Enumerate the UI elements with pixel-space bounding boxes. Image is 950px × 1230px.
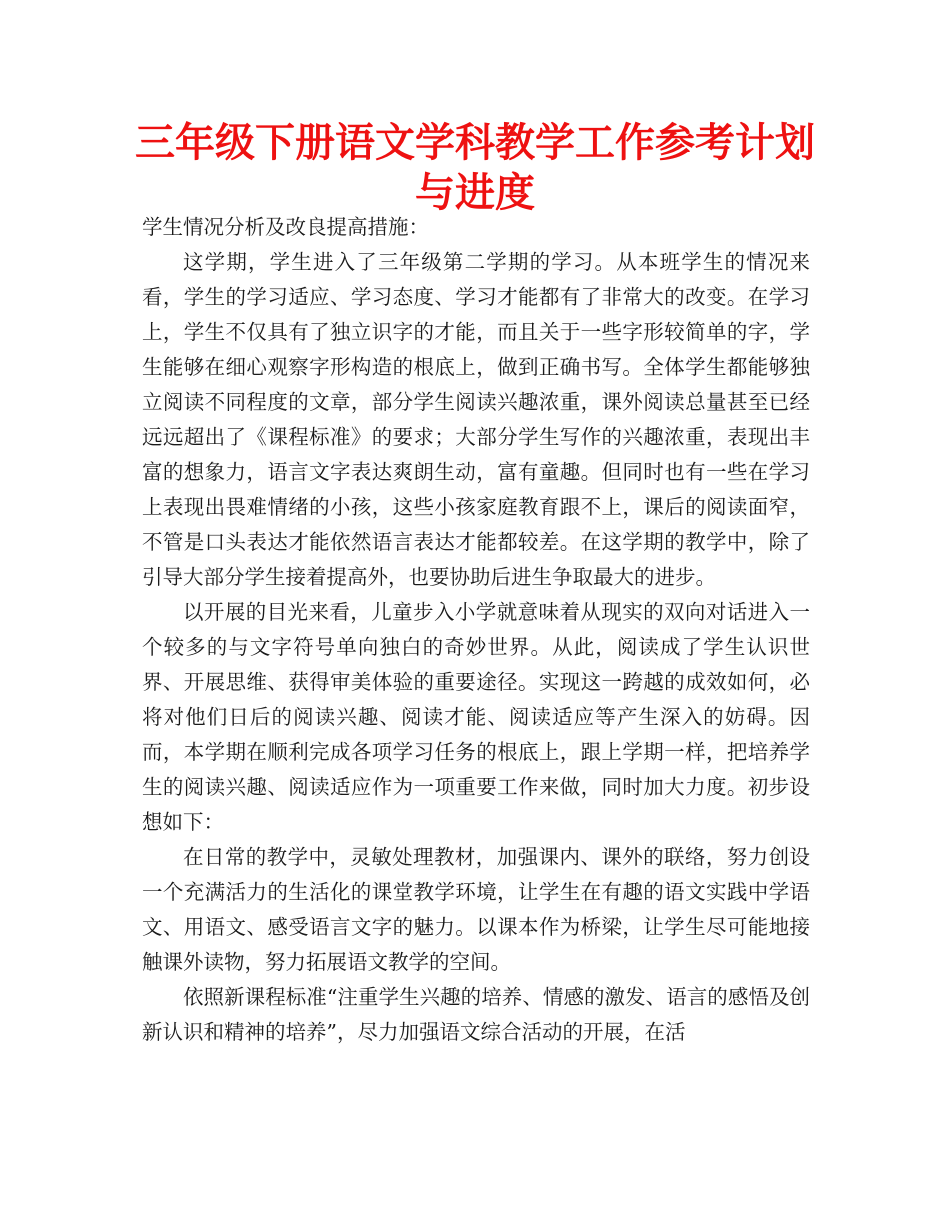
section-heading: 学生情况分析及改良提高措施： bbox=[142, 215, 429, 239]
paragraph: 依照新课程标准“注重学生兴趣的培养、情感的激发、语言的感悟及创新认识和精神的培养”，尽力加强语文综合活动的开展，在活 bbox=[142, 985, 810, 1044]
paragraph: 以开展的目光来看，儿童步入小学就意味着从现实的双向对话进入一个较多的与文字符号单向独白的奇妙世界。从此，阅读成了学生认识世界、开展思维、获得审美体验的重要途径。实现这一跨越的成效如何，必将对他们日后的阅读兴趣、阅读才能、阅读适应等产生深入的妨碍。因而，本学期在顺利完成各项学习任务的根底上，跟上学期一样，把培养学生的阅读兴趣、阅读适应作为一项重要工作来做，同时加大力度。初步设想如下： bbox=[142, 600, 810, 834]
document-title: 三年级下册语文学科教学工作参考计划与进度 bbox=[135, 119, 815, 216]
document-body bbox=[142, 210, 810, 1050]
paragraph: 在日常的教学中，灵敏处理教材，加强课内、课外的联络，努力创设一个充满活力的生活化的课堂教学环境，让学生在有趣的语文实践中学语文、用语文、感受语言文字的魅力。以课本作为桥梁，让学生尽可能地接触课外读物，努力拓展语文教学的空间。 bbox=[142, 845, 810, 974]
paragraph: 这学期，学生进入了三年级第二学期的学习。从本班学生的情况来看，学生的学习适应、学习态度、学习才能都有了非常大的改变。在学习上，学生不仅具有了独立识字的才能，而且关于一些字形较简单的字，学生能够在细心观察字形构造的根底上，做到正确书写。全体学生都能够独立阅读不同程度的文章，部分学生阅读兴趣浓重，课外阅读总量甚至已经远远超出了《课程标准》的要求；大部分学生写作的兴趣浓重，表现出丰富的想象力，语言文字表达爽朗生动，富有童趣。但同时也有一些在学习上表现出畏难情绪的小孩，这些小孩家庭教育跟不上，课后的阅读面窄，不管是口头表达才能依然语言表达才能都较差。在这学期的教学中，除了引导大部分学生接着提高外，也要协助后进生争取最大的进步。 bbox=[142, 250, 810, 589]
